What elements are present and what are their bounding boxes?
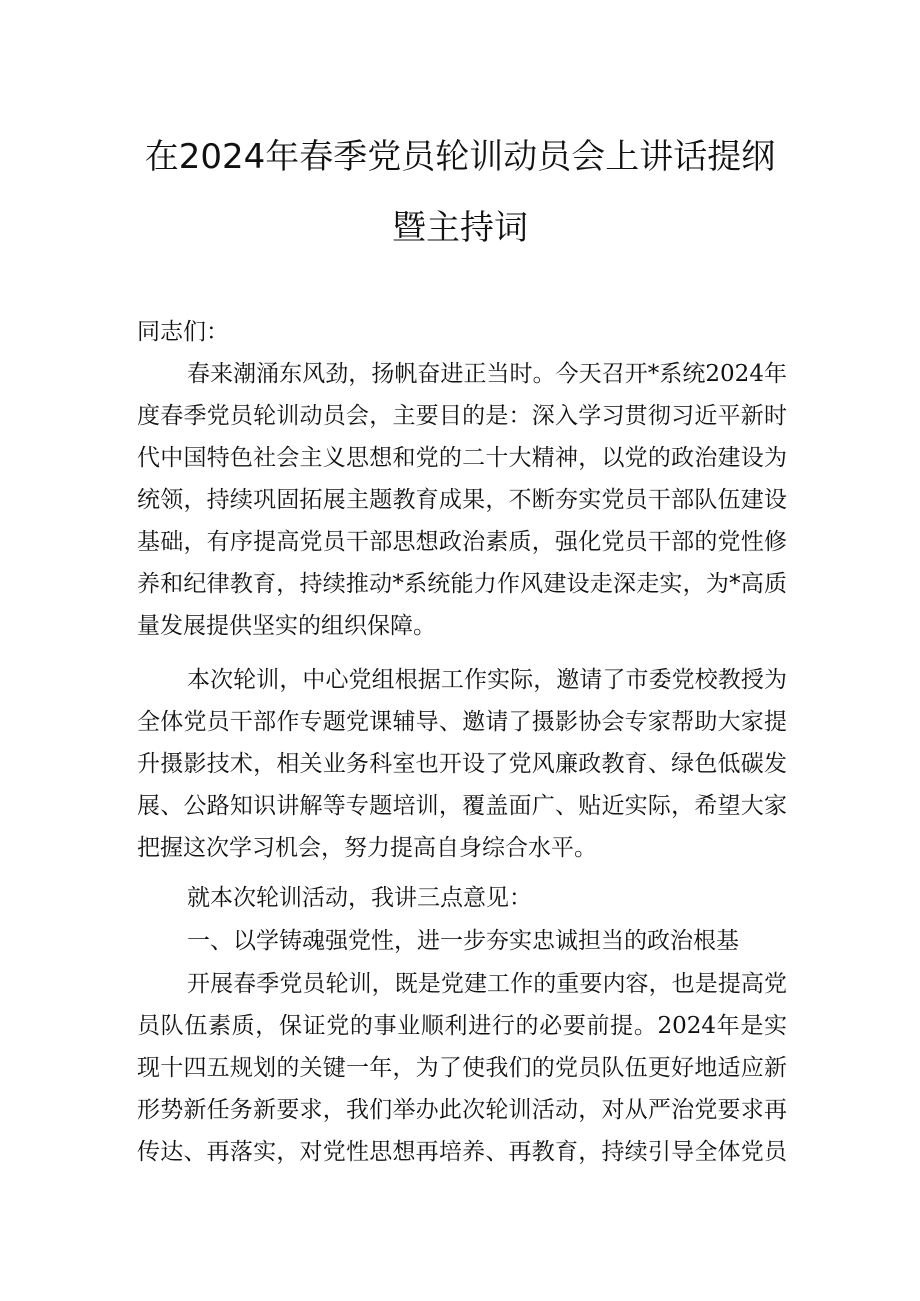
paragraph-4-line: 传达、再落实，对党性思想再培养、再教育，持续引导全体党员 [137,1139,787,1165]
paragraph-2-line: 本次轮训，中心党组根据工作实际，邀请了市委党校教授为 [187,667,787,693]
paragraph-1-line: 养和纪律教育，持续推动*系统能力作风建设走深走实，为*高质 [137,571,787,597]
section-1-heading: 一、以学铸魂强党性，进一步夯实忠诚担当的政治根基 [187,928,739,954]
paragraph-2-line: 全体党员干部作专题党课辅导、邀请了摄影协会专家帮助大家提 [137,709,787,735]
document-title-line-2: 暨主持词 [392,208,528,248]
document-title-line-1: 在2024年春季党员轮训动员会上讲话提纲 [144,137,776,177]
paragraph-4-line: 形势新任务新要求，我们举办此次轮训活动，对从严治党要求再 [137,1097,787,1123]
paragraph-4-line: 现十四五规划的关键一年，为了使我们的党员队伍更好地适应新 [137,1055,787,1081]
paragraph-3: 就本次轮训活动，我讲三点意见： [187,885,532,911]
paragraph-2-line: 升摄影技术，相关业务科室也开设了党风廉政教育、绿色低碳发 [137,751,787,777]
paragraph-1-line: 量发展提供坚实的组织保障。 [137,613,436,639]
paragraph-1-line: 度春季党员轮训动员会，主要目的是：深入学习贯彻习近平新时 [137,403,787,429]
paragraph-4-line: 员队伍素质，保证党的事业顺利进行的必要前提。2024年是实 [137,1013,787,1039]
paragraph-1-line: 统领，持续巩固拓展主题教育成果，不断夯实党员干部队伍建设 [137,487,787,513]
paragraph-2-line: 展、公路知识讲解等专题培训，覆盖面广、贴近实际，希望大家 [137,793,787,819]
paragraph-1-line: 春来潮涌东风劲，扬帆奋进正当时。今天召开*系统2024年 [187,361,787,387]
paragraph-4-line: 开展春季党员轮训，既是党建工作的重要内容，也是提高党 [187,971,787,997]
greeting: 同志们： [137,319,229,345]
paragraph-2-line: 把握这次学习机会，努力提高自身综合水平。 [137,835,597,861]
paragraph-1-line: 基础，有序提高党员干部思想政治素质，强化党员干部的党性修 [137,529,787,555]
paragraph-1-line: 代中国特色社会主义思想和党的二十大精神，以党的政治建设为 [137,445,787,471]
